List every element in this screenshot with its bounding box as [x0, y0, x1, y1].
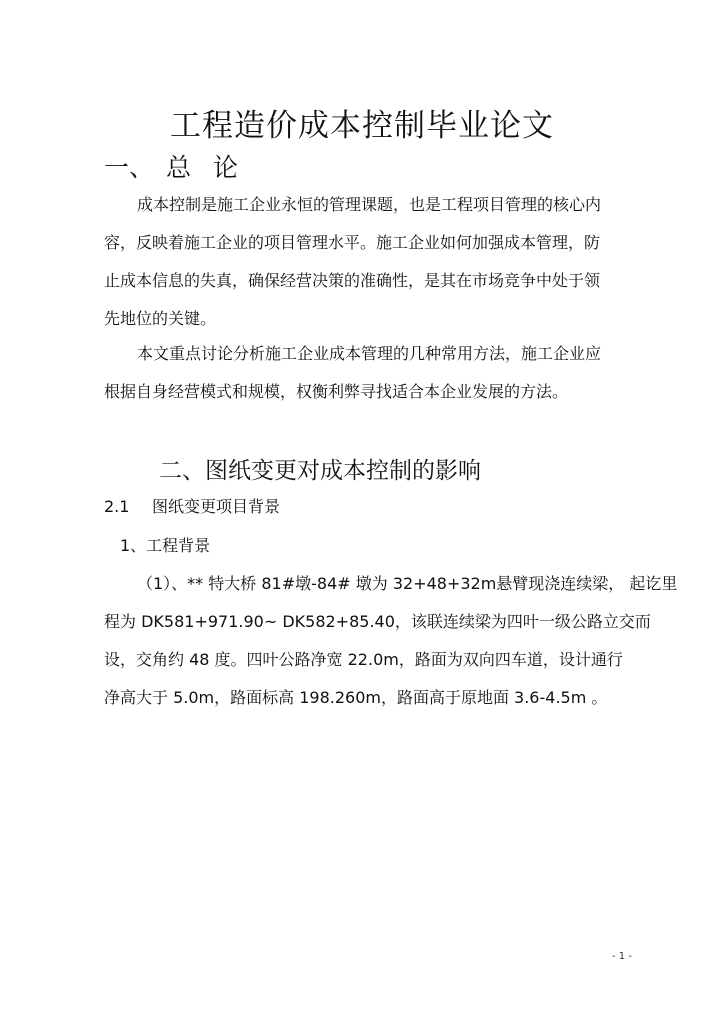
subsection-title: 图纸变更项目背景 — [152, 497, 281, 516]
paragraph-1-line: 成本控制是施工企业永恒的管理课题，也是工程项目管理的核心内 — [137, 195, 602, 214]
section-1-number: 一、 — [104, 153, 155, 182]
subsection-2-1-heading — [104, 494, 280, 517]
paragraph-2 — [104, 335, 634, 411]
document-title: 工程造价成本控制毕业论文 — [170, 108, 554, 144]
paragraph-2-line: 本文重点讨论分析施工企业成本管理的几种常用方法，施工企业应 — [137, 344, 602, 363]
paragraph-1-line: 容，反映着施工企业的项目管理水平。施工企业如何加强成本管理，防 — [104, 233, 601, 252]
paragraph-3-line: 程为 DK581+971.90~ DK582+85.40，该联连续梁为四叶一级公路立交而 — [104, 612, 651, 631]
paragraph-3-line: 设，交角约 48 度。四叶公路净宽 22.0m，路面为双向四车道，设计通行 — [104, 650, 623, 669]
paragraph-3 — [104, 565, 678, 717]
item-heading: 1、工程背景 — [120, 536, 211, 555]
paragraph-1-line: 先地位的关键。 — [104, 309, 217, 328]
paragraph-3-line: 净高大于 5.0m，路面标高 198.260m，路面高于原地面 3.6-4.5m 。 — [104, 688, 608, 707]
paragraph-2-line: 根据自身经营模式和规模，权衡利弊寻找适合本企业发展的方法。 — [104, 382, 569, 401]
section-1-heading — [104, 148, 238, 184]
paragraph-3-line: （1）、** 特大桥 81#墩-84# 墩为 32+48+32m悬臂现浇连续梁， 起讫里 — [137, 574, 678, 593]
section-1-heading-word-2: 论 — [213, 153, 239, 182]
paragraph-1 — [104, 186, 634, 338]
page-number: - 1 - — [612, 951, 632, 962]
paragraph-1-line: 止成本信息的失真，确保经营决策的准确性，是其在市场竞争中处于领 — [104, 271, 601, 290]
subsection-number: 2.1 — [104, 497, 130, 516]
section-1-heading-word-1: 总 — [166, 153, 192, 182]
section-2-heading: 二、图纸变更对成本控制的影响 — [159, 458, 481, 484]
